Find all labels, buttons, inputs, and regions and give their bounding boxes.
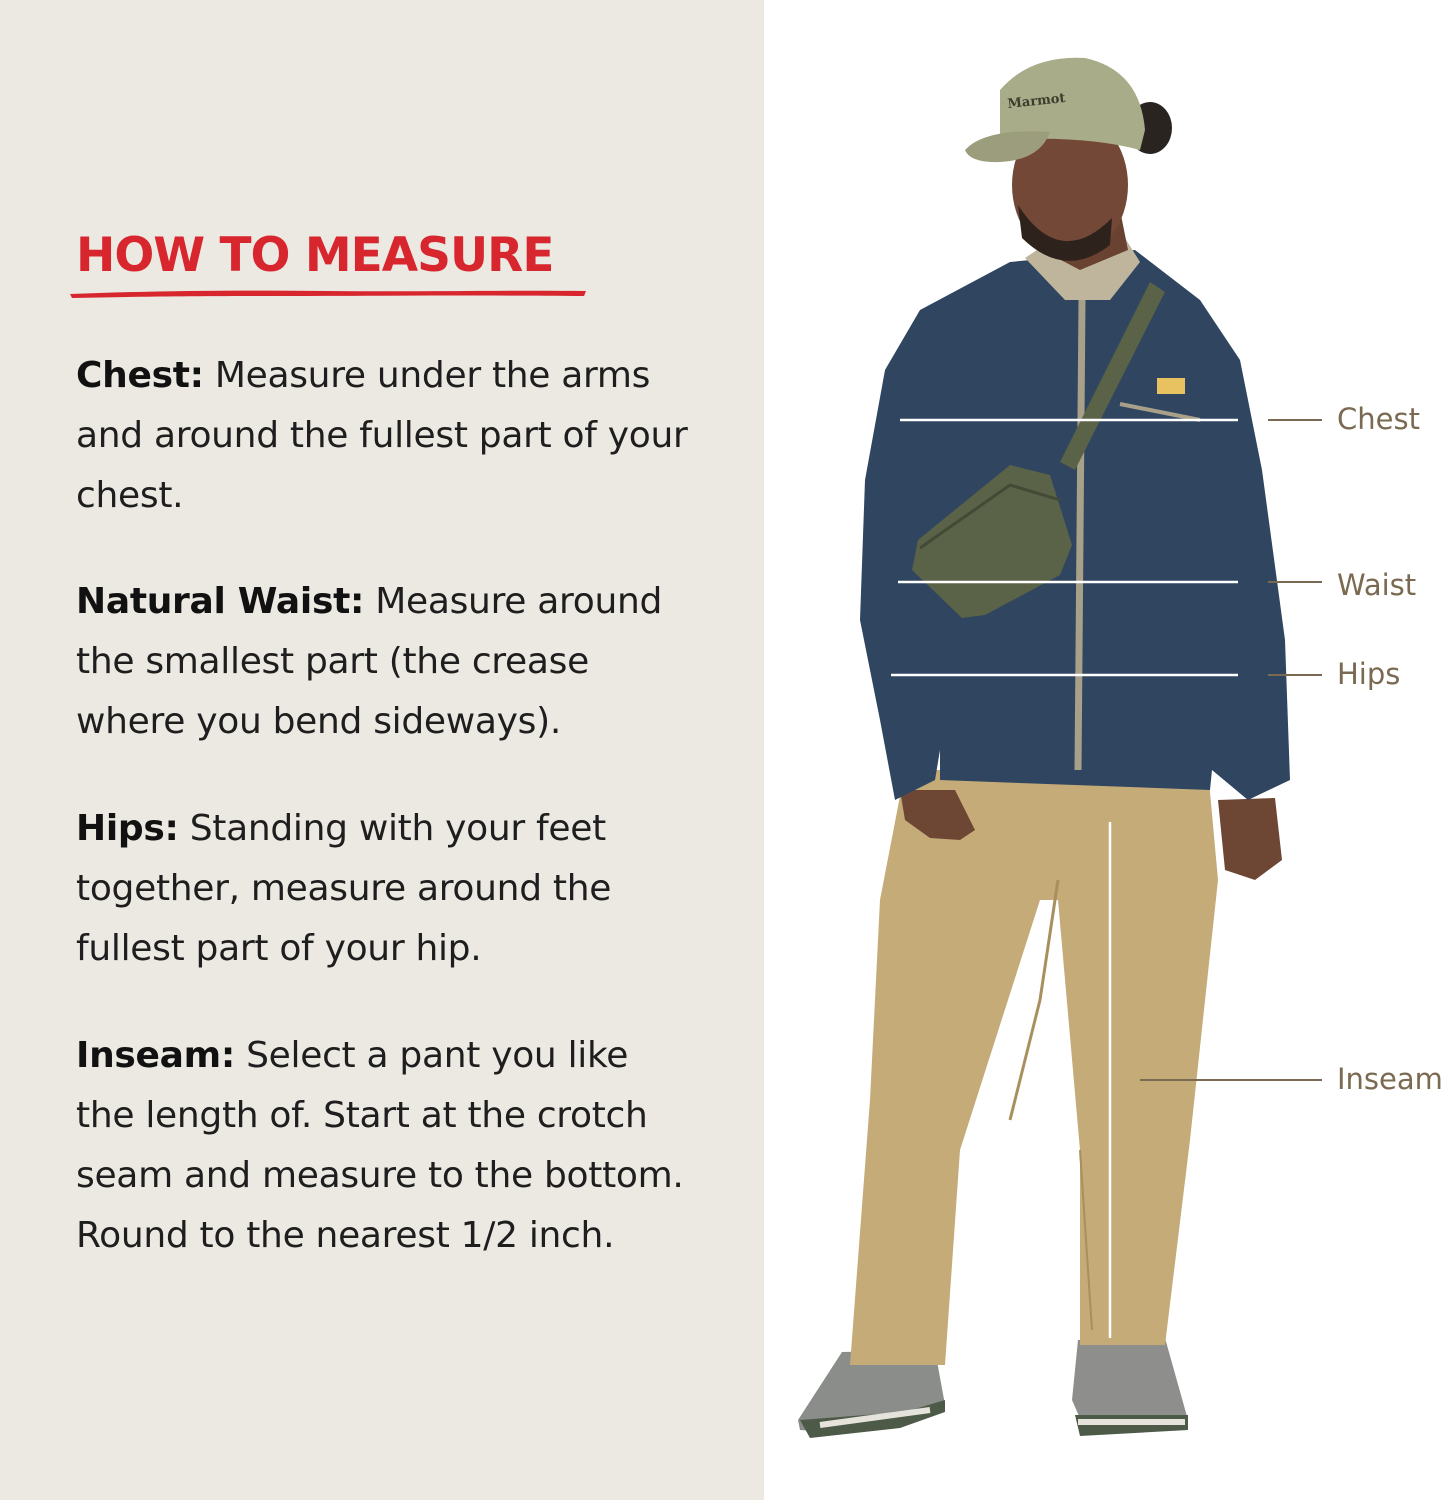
right-hand bbox=[1218, 798, 1282, 880]
hips-instruction bbox=[76, 799, 696, 979]
hips-text: Standing with your feet together, measure around the fullest part of your hip. bbox=[76, 808, 612, 969]
page-title: HOW TO MEASURE bbox=[76, 228, 554, 283]
right-shoe bbox=[1072, 1338, 1188, 1436]
model-figure bbox=[764, 0, 1447, 1500]
chest-text: Measure under the arms and around the fullest part of your chest. bbox=[76, 355, 688, 516]
inseam-label: Inseam: bbox=[76, 1035, 235, 1076]
chest-instruction bbox=[76, 346, 696, 526]
cap-logo: Marmot bbox=[1006, 90, 1067, 112]
hips-label: Hips: bbox=[76, 808, 179, 849]
inseam-instruction bbox=[76, 1026, 696, 1266]
pants bbox=[850, 770, 1218, 1365]
chest-label: Chest: bbox=[76, 355, 204, 396]
chest-callout-label: Chest bbox=[1337, 402, 1420, 436]
jacket bbox=[860, 238, 1290, 800]
title-underline bbox=[68, 286, 588, 300]
waist-text: Measure around the smallest part (the crease where you bend sideways). bbox=[76, 581, 663, 742]
waist-label: Natural Waist: bbox=[76, 581, 365, 622]
inseam-callout-label: Inseam bbox=[1337, 1062, 1443, 1096]
waist-callout-label: Waist bbox=[1337, 568, 1417, 602]
hips-callout-label: Hips bbox=[1337, 657, 1401, 691]
chest-patch bbox=[1157, 378, 1185, 394]
waist-instruction bbox=[76, 572, 696, 752]
inseam-text: Select a pant you like the length of. Start at the crotch seam and measure to the bottom. Round to the nearest 1/2 inch. bbox=[76, 1035, 684, 1256]
